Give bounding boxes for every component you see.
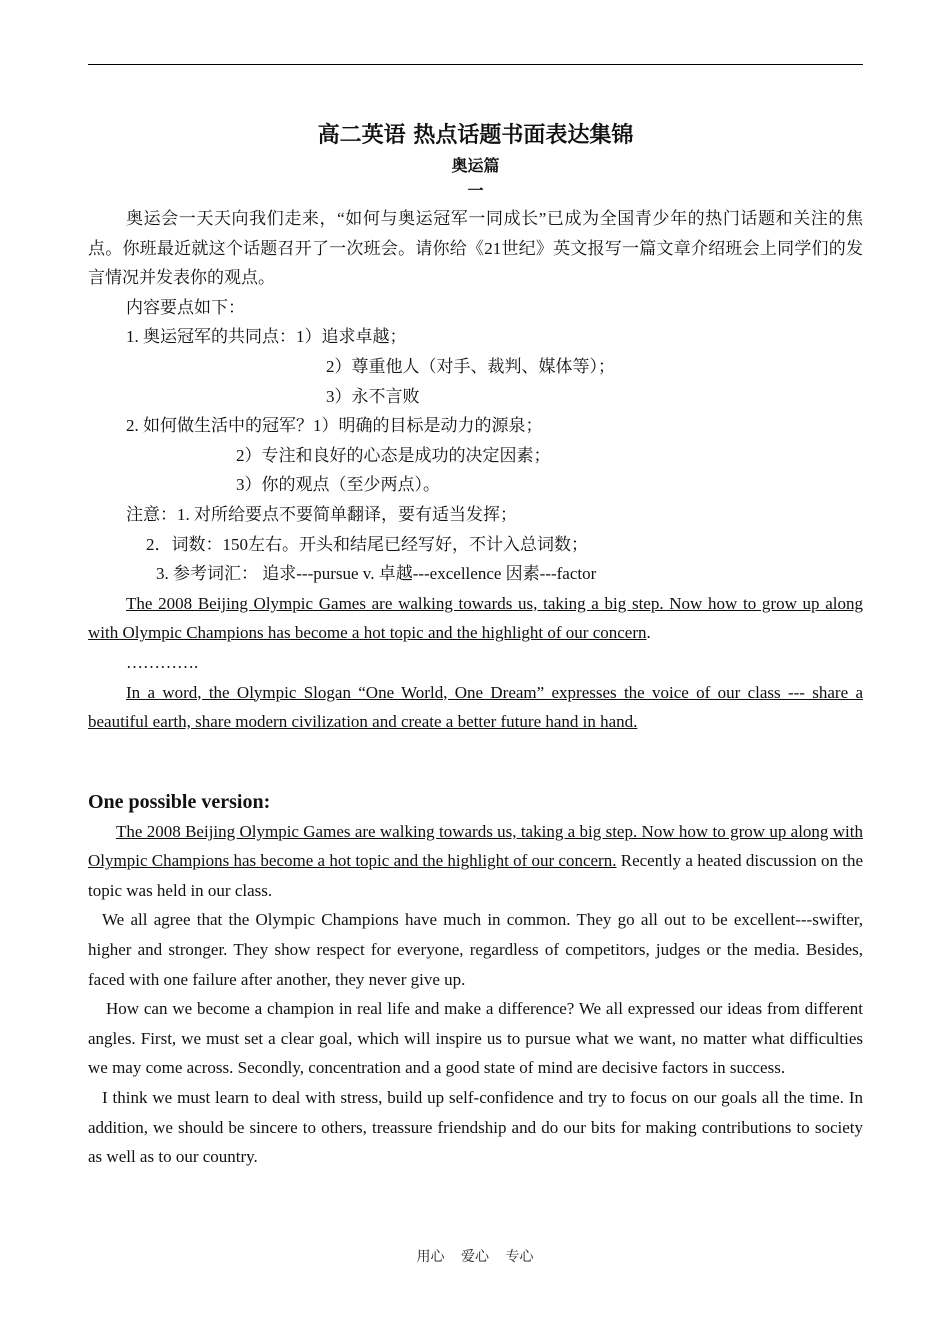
document-subtitle: 奥运篇 (451, 156, 500, 175)
page-footer: 用心 爱心 专心 (416, 1249, 534, 1265)
point2-line2: 2）专注和良好的心态是成功的决定因素； (236, 445, 551, 465)
point2-line1: 2. 如何做生活中的冠军？1）明确的目标是动力的源泉； (126, 416, 543, 436)
given-opening-text: The 2008 Beijing Olympic Games are walking towards us, taking a big step. Now how to grow up along with Olympic Champions has become a hot topic and the highlight of our concern (88, 593, 863, 643)
version-opening-rest: Recently a heated discussion on the topic was held in our class. (88, 851, 864, 900)
note-1: 注意：1. 对所给要点不要简单翻译，要有适当发挥； (126, 504, 517, 524)
version-heading: One possible version: (88, 790, 271, 813)
note-3: 3. 参考词汇： 追求---pursue v. 卓越---excellence 因素---factor (156, 564, 597, 584)
given-closing-text: In a word, the Olympic Slogan “One World, One Dream” expresses the voice of our class --- share a beautiful earth, share modern civilization and create a better future hand in hand. (88, 682, 863, 732)
point1-line2: 2）尊重他人（对手、裁判、媒体等）； (326, 356, 615, 376)
point1-line3: 3）永不言败 (326, 386, 420, 406)
header-rule (88, 64, 863, 65)
given-opening (88, 589, 863, 648)
given-closing (88, 678, 863, 737)
point1-line1: 1. 奥运冠军的共同点：1）追求卓越； (126, 327, 407, 347)
prompt-paragraph: 奥运会一天天向我们走来，“如何与奥运冠军一同成长”已成为全国青少年的热门话题和关注的焦点。你班最近就这个话题召开了一次班会。请你给《21世纪》英文报写一篇文章介绍班会上同学们的发言情况并发表你的观点。 (88, 209, 863, 288)
section-number: 一 (467, 181, 484, 200)
version-paragraph-3: How can we become a champion in real life and make a difference? We all expressed our ideas from different angles. First, we must set a clear goal, which will inspire us to pursue what we want, no matter what difficulties we may come across. Secondly, concentration and a good state of mind are decisive factors in success. (88, 999, 863, 1078)
version-paragraph-2: We all agree that the Olympic Champions have much in common. They go all out to be excellent---swifter, higher and stronger. They show respect for everyone, regardless of competitors, judges or the media. Besides, faced with one failure after another, they never give up. (88, 910, 863, 989)
version-paragraph-1 (88, 817, 863, 906)
points-intro: 内容要点如下： (126, 297, 245, 317)
point2-line3: 3）你的观点（至少两点）。 (236, 475, 440, 495)
version-opening-underlined: The 2008 Beijing Olympic Games are walking towards us, taking a big step. Now how to grow up along with Olympic Champions has become a hot topic and the highlight of our concern. (88, 821, 863, 871)
spacer (88, 737, 863, 787)
note-2: 2．词数：150左右。开头和结尾已经写好，不计入总词数； (146, 534, 588, 554)
document-body (88, 118, 863, 1172)
ellipsis: …………. (126, 652, 199, 672)
document-title: 高二英语 热点话题书面表达集锦 (317, 123, 634, 148)
given-opening-period: . (646, 623, 651, 643)
version-paragraph-4: I think we must learn to deal with stress, build up self-confidence and try to focus on our goals all the time. In addition, we should be sincere to others, treassure friendship and do our bits for making contributions to society as well as to our country. (88, 1088, 863, 1167)
